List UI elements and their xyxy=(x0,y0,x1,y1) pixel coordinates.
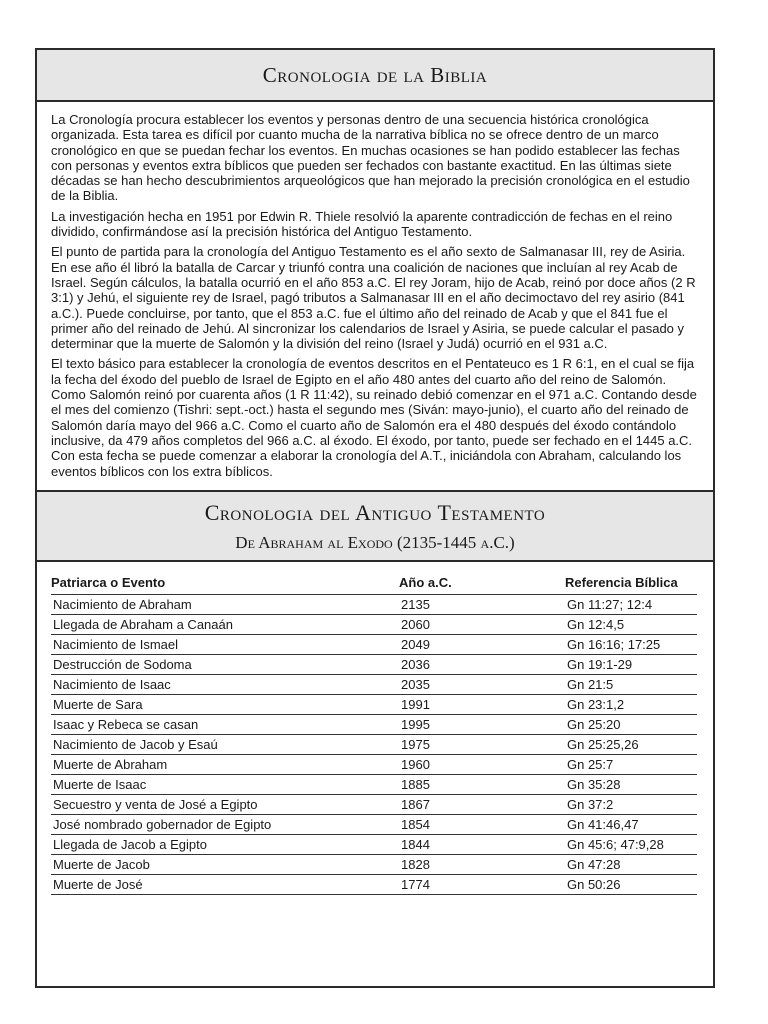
table-row xyxy=(51,634,697,654)
cell-reference: Gn 41:46,47 xyxy=(565,814,697,834)
cell-event: José nombrado gobernador de Egipto xyxy=(51,814,399,834)
cell-event: Muerte de Sara xyxy=(51,694,399,714)
table-row xyxy=(51,854,697,874)
cell-year: 1844 xyxy=(399,834,565,854)
cell-reference: Gn 19:1-29 xyxy=(565,654,697,674)
cell-event: Nacimiento de Abraham xyxy=(51,594,399,614)
column-header-reference: Referencia Bíblica xyxy=(565,572,697,595)
section-header xyxy=(37,490,713,562)
cell-year: 1995 xyxy=(399,714,565,734)
column-header-event: Patriarca o Evento xyxy=(51,572,399,595)
chronology-table xyxy=(51,572,697,895)
cell-year: 1774 xyxy=(399,874,565,894)
intro-paragraph: La investigación hecha en 1951 por Edwin R. Thiele resolvió la aparente contradicción de fechas en el reino dividido, confirmándose así la precisión histórica del Antiguo Testamento. xyxy=(51,208,673,240)
cell-year: 2060 xyxy=(399,614,565,634)
table-row xyxy=(51,794,697,814)
intro-paragraph: El punto de partida para la cronología del Antiguo Testamento es el año sexto de Salmanasar III, rey de Asiria. En ese año él libró la batalla de Carcar y triunfó contra una coalición de naciones que incluían al rey Acab de Israel. Según cálculos, la batalla ocurrió en el año 853 a.C. El rey Joram, hijo de Acab, reinó por doce años (2 R 3:1) y Jehú, el siguiente rey de Israel, pagó tributos a Salmanasar III en el año decimoctavo del rey asirio (841 a.C.). Puede concluirse, por tanto, que el 853 a.C. fue el último año del reinado de Acab y que el 841 fue el primer año del reinado de Jehú. Al sincronizar los calendarios de Israel y Asiria, se puede calcular el pasado y determinar que la muerte de Salomón y la división del reino (Israel y Judá) ocurrió en el 931 a.C. xyxy=(51,244,696,352)
cell-year: 1867 xyxy=(399,794,565,814)
cell-event: Muerte de Isaac xyxy=(51,774,399,794)
table-row xyxy=(51,714,697,734)
cell-reference: Gn 25:7 xyxy=(565,754,697,774)
cell-event: Isaac y Rebeca se casan xyxy=(51,714,399,734)
table-row xyxy=(51,754,697,774)
cell-reference: Gn 25:20 xyxy=(565,714,697,734)
cell-year: 1885 xyxy=(399,774,565,794)
table-row xyxy=(51,614,697,634)
intro-text xyxy=(37,102,713,490)
intro-paragraph: La Cronología procura establecer los eventos y personas dentro de una secuencia histórica cronológica organizada. Esta tarea es difícil por cuanto mucha de la narrativa bíblica no se ofrece dentro de un marco cronológico en que se puedan fechar los eventos. En muchas ocasiones se han podido establecer las fechas con personas y eventos extra bíblicos que pueden ser fechados con bastante exactitud. En las últimas siete décadas se han hecho descubrimientos arqueológicos que han mejorado la precisión cronológica en el estudio de la Biblia. xyxy=(51,112,690,204)
table-row xyxy=(51,874,697,894)
table-row xyxy=(51,694,697,714)
cell-year: 2035 xyxy=(399,674,565,694)
cell-event: Nacimiento de Isaac xyxy=(51,674,399,694)
cell-reference: Gn 11:27; 12:4 xyxy=(565,594,697,614)
table-body xyxy=(51,594,697,894)
cell-event: Muerte de José xyxy=(51,874,399,894)
cell-reference: Gn 23:1,2 xyxy=(565,694,697,714)
cell-reference: Gn 45:6; 47:9,28 xyxy=(565,834,697,854)
cell-reference: Gn 35:28 xyxy=(565,774,697,794)
cell-reference: Gn 25:25,26 xyxy=(565,734,697,754)
cell-event: Llegada de Abraham a Canaán xyxy=(51,614,399,634)
cell-year: 1828 xyxy=(399,854,565,874)
table-row xyxy=(51,774,697,794)
cell-event: Destrucción de Sodoma xyxy=(51,654,399,674)
table-row xyxy=(51,834,697,854)
intro-paragraph: El texto básico para establecer la cronología de eventos descritos en el Pentateuco es 1 R 6:1, en el cual se fija la fecha del éxodo del pueblo de Israel de Egipto en el año 480 antes del cuarto año del reino de Salomón. Como Salomón reinó por cuarenta años (1 R 11:42), su reinado debió comenzar en el 971 a.C. Contando desde el mes del comienzo (Tishri: sept.-oct.) hasta el segundo mes (Siván: mayo-junio), el cuarto año del reinado de Salomón daría mayo del 966 a.C. Como el cuarto año de Salomón era el 480 después del éxodo contándolo inclusive, da 479 años completos del 966 a.C. al éxodo. El éxodo, por tanto, puede ser fechado en el 1445 a.C. Con esta fecha se puede comenzar a elaborar la cronología del A.T., iniciándola con Abraham, calculando los eventos bíblicos con los extra bíblicos. xyxy=(51,356,697,479)
cell-year: 1991 xyxy=(399,694,565,714)
cell-reference: Gn 16:16; 17:25 xyxy=(565,634,697,654)
cell-year: 2049 xyxy=(399,634,565,654)
cell-event: Nacimiento de Jacob y Esaú xyxy=(51,734,399,754)
cell-event: Nacimiento de Ismael xyxy=(51,634,399,654)
section-subtitle: De Abraham al Exodo (2135-1445 a.C.) xyxy=(235,532,515,552)
cell-event: Llegada de Jacob a Egipto xyxy=(51,834,399,854)
cell-reference: Gn 50:26 xyxy=(565,874,697,894)
table-row xyxy=(51,594,697,614)
cell-event: Muerte de Jacob xyxy=(51,854,399,874)
column-header-year: Año a.C. xyxy=(399,572,565,595)
cell-year: 1854 xyxy=(399,814,565,834)
cell-year: 1960 xyxy=(399,754,565,774)
table-row xyxy=(51,674,697,694)
cell-reference: Gn 37:2 xyxy=(565,794,697,814)
section-title: Cronologia del Antiguo Testamento xyxy=(204,499,546,525)
cell-year: 2135 xyxy=(399,594,565,614)
cell-year: 1975 xyxy=(399,734,565,754)
table-row xyxy=(51,814,697,834)
cell-event: Muerte de Abraham xyxy=(51,754,399,774)
table-header-row xyxy=(51,572,697,595)
cell-reference: Gn 47:28 xyxy=(565,854,697,874)
document-frame xyxy=(35,48,715,988)
table-row xyxy=(51,734,697,754)
cell-year: 2036 xyxy=(399,654,565,674)
cell-reference: Gn 12:4,5 xyxy=(565,614,697,634)
cell-reference: Gn 21:5 xyxy=(565,674,697,694)
cell-event: Secuestro y venta de José a Egipto xyxy=(51,794,399,814)
table-row xyxy=(51,654,697,674)
page-title: Cronologia de la Biblia xyxy=(37,50,713,102)
